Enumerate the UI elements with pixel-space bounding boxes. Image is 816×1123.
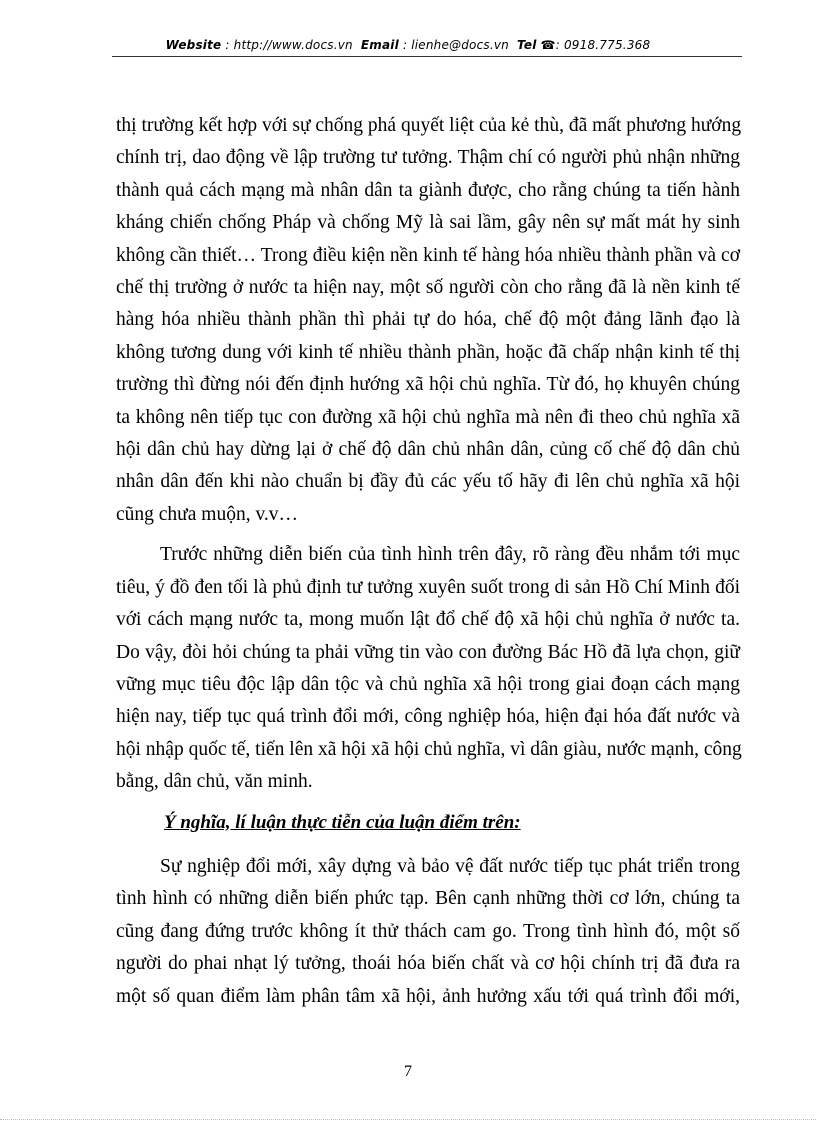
text-line: chính trị, dao động về lập trường tư tưởng. Thậm chí có người phủ nhận những xyxy=(116,147,740,169)
text-line: với cách mạng nước ta, mong muốn lật đổ chế độ xã hội chủ nghĩa ở nước ta. xyxy=(116,609,740,631)
text-line: hội nhập quốc tế, tiến lên xã hội xã hội chủ nghĩa, vì dân giàu, nước mạnh, công xyxy=(116,738,742,760)
paragraph-1 xyxy=(116,110,740,531)
text-line: kháng chiến chống Pháp và chống Mỹ là sai lầm, gây nên sự mất mát hy sinh xyxy=(116,212,740,234)
text-line: Trước những diễn biến của tình hình trên đây, rõ ràng đều nhắm tới mục xyxy=(160,544,740,566)
text-line: Do vậy, đòi hỏi chúng ta phải vững tin vào con đường Bác Hồ đã lựa chọn, giữ xyxy=(116,641,740,663)
text-line: trường thì đừng nói đến định hướng xã hội chủ nghĩa. Từ đó, họ khuyên chúng xyxy=(116,374,740,396)
paragraph-2 xyxy=(116,539,740,798)
text-line: thành quả cách mạng mà nhân dân ta giành được, cho rằng chúng ta tiến hành xyxy=(116,179,740,201)
section-heading: Ý nghĩa, lí luận thực tiễn của luận điểm trên: xyxy=(164,811,521,833)
text-line: chế thị trường ở nước ta hiện nay, một số người còn cho rằng đã là nền kinh tế xyxy=(116,277,740,299)
text-line: ta không nên tiếp tục con đường xã hội chủ nghĩa mà nên đi theo chủ nghĩa xã xyxy=(116,406,740,428)
tel-value: : 0918.775.368 xyxy=(555,38,651,52)
website-label: Website xyxy=(165,38,222,52)
text-line: hiện nay, tiếp tục quá trình đổi mới, công nghiệp hóa, hiện đại hóa đất nước và xyxy=(116,706,740,728)
text-line: tiêu, ý đồ đen tối là phủ định tư tưởng xuyên suốt trong di sản Hồ Chí Minh đối xyxy=(116,576,740,598)
text-line: vững mục tiêu độc lập dân tộc và chủ nghĩa xã hội trong giai đoạn cách mạng xyxy=(116,673,740,695)
text-line: thị trường kết hợp với sự chống phá quyết liệt của kẻ thù, đã mất phương hướng xyxy=(116,115,742,136)
text-line: không tương dung với kinh tế nhiều thành phần, hoặc đã chấp nhận kinh tế thị xyxy=(116,341,740,363)
phone-icon: ☎ xyxy=(540,38,556,52)
text-line: Sự nghiệp đổi mới, xây dựng và bảo vệ đất nước tiếp tục phát triển trong xyxy=(160,855,740,877)
email-value: : lienhe@docs.vn xyxy=(402,38,509,52)
text-line: hàng hóa nhiều thành phần thì phải tự do hóa, chế độ một đảng lãnh đạo là xyxy=(116,309,740,331)
document-body xyxy=(116,110,740,1013)
page-bottom-divider xyxy=(0,1119,816,1120)
page-number: 7 xyxy=(404,1063,412,1080)
text-line: nhân dân đến khi nào chuẩn bị đầy đủ các yếu tố hãy đi lên chủ nghĩa xã hội xyxy=(116,471,740,493)
text-line: bằng, dân chủ, văn minh. xyxy=(116,771,313,793)
page-header xyxy=(0,38,816,52)
tel-label: Tel xyxy=(517,38,537,52)
website-value: : http://www.docs.vn xyxy=(225,38,353,52)
text-line: tình hình có những diễn biến phức tạp. Bên cạnh những thời cơ lớn, chúng ta xyxy=(116,888,740,910)
text-line: cũng đang đứng trước không ít thử thách cam go. Trong tình hình đó, một số xyxy=(116,920,740,942)
text-line: một số quan điểm làm phân tâm xã hội, ảnh hưởng xấu tới quá trình đổi mới, xyxy=(116,985,740,1007)
header-divider xyxy=(112,56,742,57)
text-line: cũng chưa muộn, v.v… xyxy=(116,503,299,525)
text-line: không cần thiết… Trong điều kiện nền kinh tế hàng hóa nhiều thành phần và cơ xyxy=(116,244,740,266)
email-label: Email xyxy=(360,38,399,52)
text-line: người do phai nhạt lý tưởng, thoái hóa biến chất và cơ hội chính trị đã đưa ra xyxy=(116,953,740,975)
text-line: hội dân chủ hay dừng lại ở chế độ dân chủ nhân dân, củng cố chế độ dân chủ xyxy=(116,439,740,461)
paragraph-3 xyxy=(116,851,740,1013)
